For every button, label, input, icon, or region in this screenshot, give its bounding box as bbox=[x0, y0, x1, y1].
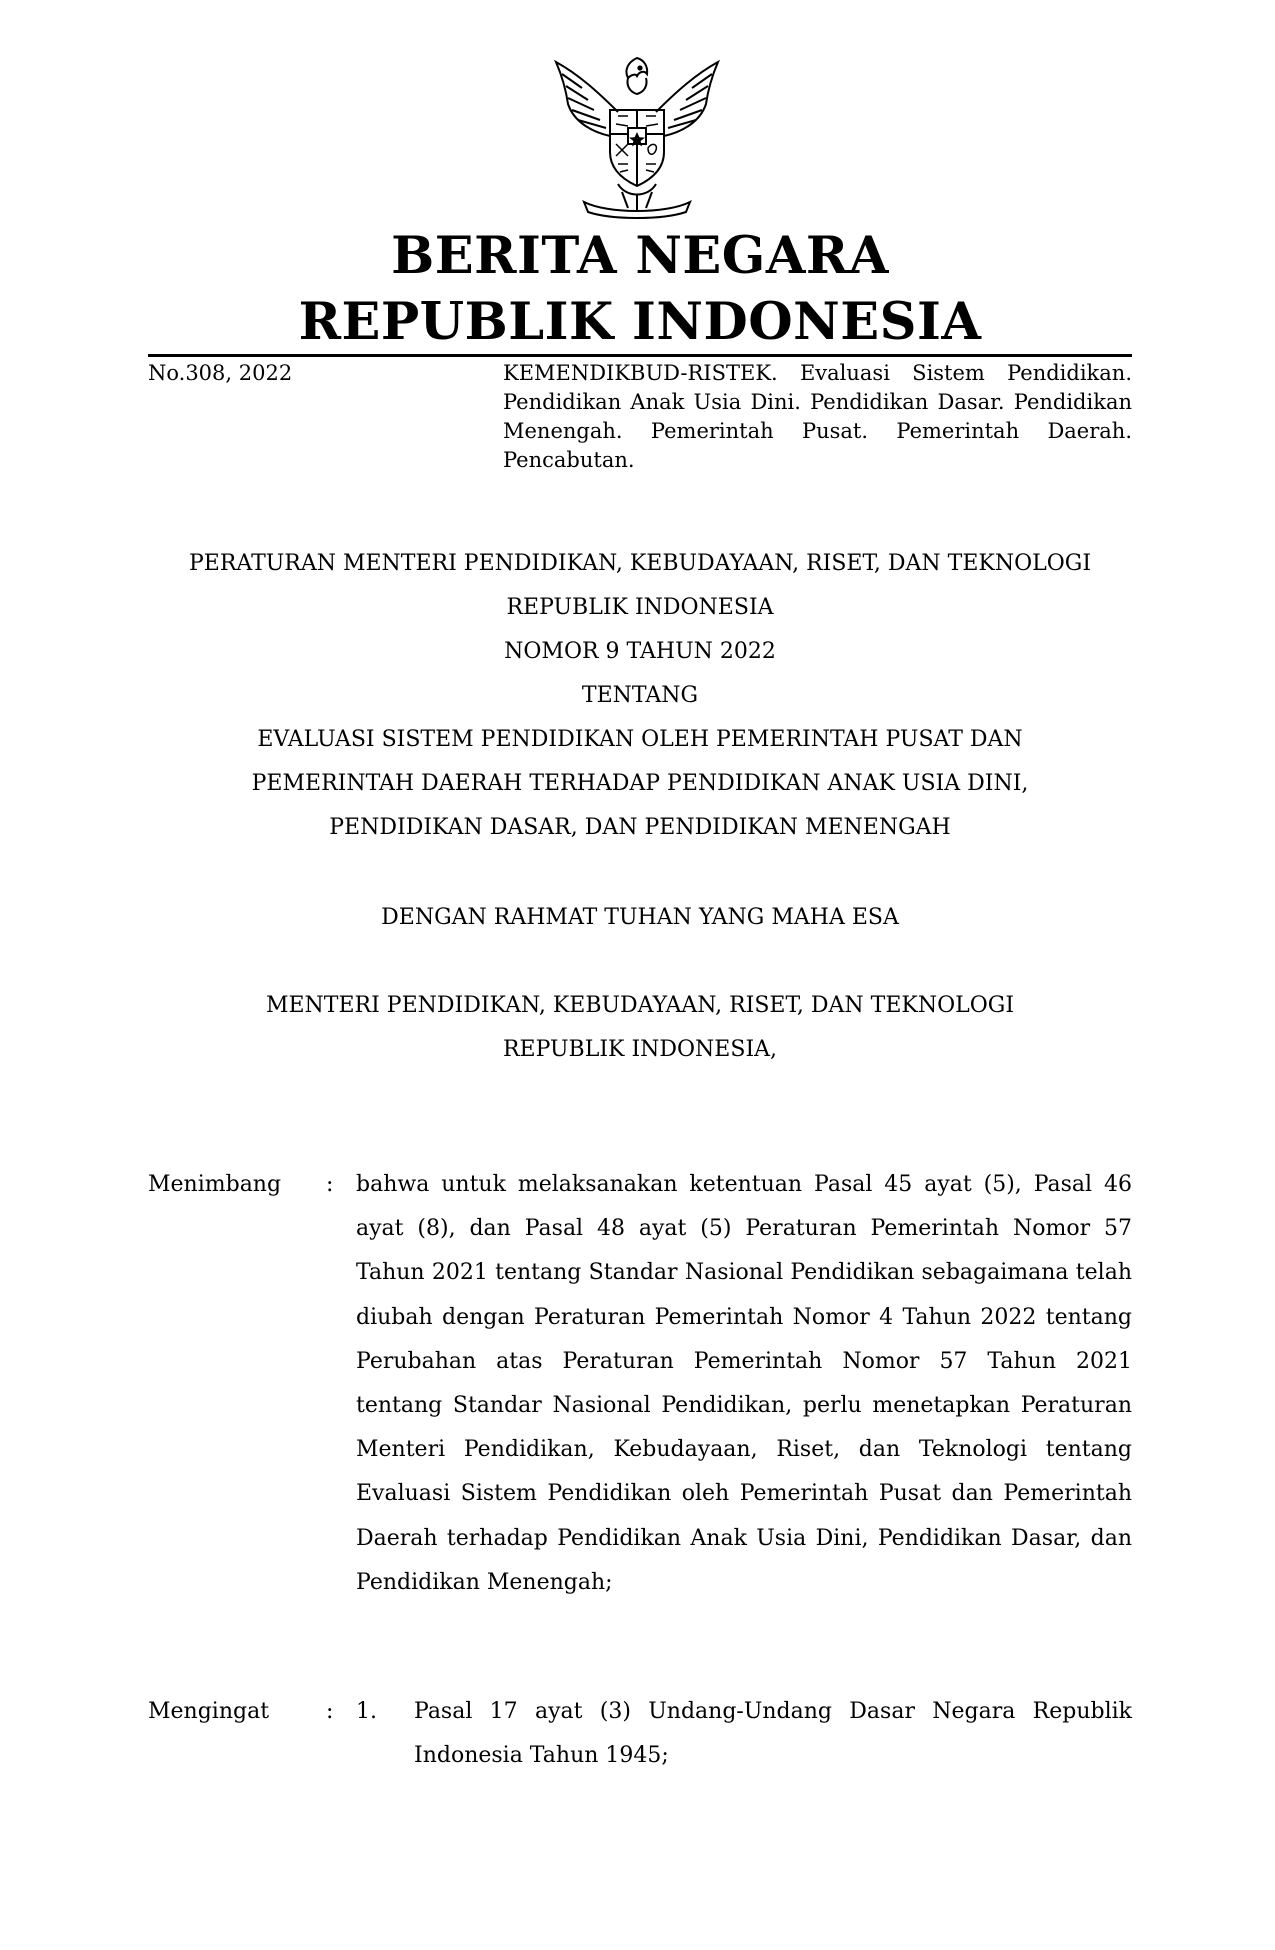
gazette-number: No.308, 2022 bbox=[148, 361, 293, 385]
regulation-number: NOMOR 9 TAHUN 2022 bbox=[504, 639, 776, 664]
authority-block bbox=[148, 984, 1132, 1072]
recalling-label: Mengingat bbox=[148, 1699, 270, 1724]
considering-text: bahwa untuk melaksanakan ketentuan Pasal 45 ayat (5), Pasal 46 ayat (8), dan Pasal 48 ayat (5) Peraturan Pemerintah Nomor 57 Tahun 2021 tentang Standar Nasional Pendidikan sebagaimana telah diubah dengan Peraturan Pemerintah Nomor 4 Tahun 2022 tentang Perubahan atas Peraturan Pemerintah Nomor 57 Tahun 2021 tentang Standar Nasional Pendidikan, perlu menetapkan Peraturan Menteri Pendidikan, Kebudayaan, Riset, dan Teknologi tentang Evaluasi Sistem Pendidikan oleh Pemerintah Pusat dan Pemerintah Daerah terhadap Pendidikan Anak Usia Dini, Pendidikan Dasar, dan Pendidikan Menengah; bbox=[356, 1172, 1132, 1595]
authority-line: MENTERI PENDIDIKAN, KEBUDAYAAN, RISET, DAN TEKNOLOGI bbox=[265, 993, 1015, 1018]
masthead-subtitle: REPUBLIK INDONESIA bbox=[298, 292, 982, 352]
recalling-item-number: 1. bbox=[356, 1699, 377, 1724]
masthead-title: BERITA NEGARA bbox=[391, 226, 889, 286]
gazette-subject: KEMENDIKBUD-RISTEK. Evaluasi Sistem Pendidikan. Pendidikan Anak Usia Dini. Pendidikan Dasar. Pendidikan Menengah. Pemerintah Pusat. Pemerintah Daerah. Pencabutan. bbox=[503, 361, 1132, 472]
recalling-item-text: Pasal 17 ayat (3) Undang-Undang Dasar Negara Republik Indonesia Tahun 1945; bbox=[414, 1699, 1132, 1769]
blessing-line: DENGAN RAHMAT TUHAN YANG MAHA ESA bbox=[381, 905, 899, 930]
regulation-title-block bbox=[148, 542, 1132, 850]
regulation-subject-line: PENDIDIKAN DASAR, DAN PENDIDIKAN MENENGAH bbox=[329, 815, 951, 840]
regulation-title: PERATURAN MENTERI PENDIDIKAN, KEBUDAYAAN, RISET, DAN TEKNOLOGI bbox=[188, 551, 1092, 576]
regulation-about: TENTANG bbox=[581, 683, 699, 708]
regulation-subject-line: EVALUASI SISTEM PENDIDIKAN OLEH PEMERINTAH PUSAT DAN bbox=[257, 727, 1023, 752]
authority-line: REPUBLIK INDONESIA, bbox=[502, 1037, 778, 1062]
masthead-divider bbox=[148, 354, 1132, 357]
regulation-country: REPUBLIK INDONESIA bbox=[506, 595, 774, 620]
recalling-colon: : bbox=[326, 1699, 334, 1724]
regulation-subject-line: PEMERINTAH DAERAH TERHADAP PENDIDIKAN ANAK USIA DINI, bbox=[251, 771, 1029, 796]
garuda-emblem-icon bbox=[548, 52, 726, 220]
considering-colon: : bbox=[326, 1172, 334, 1197]
considering-label: Menimbang bbox=[148, 1172, 282, 1197]
